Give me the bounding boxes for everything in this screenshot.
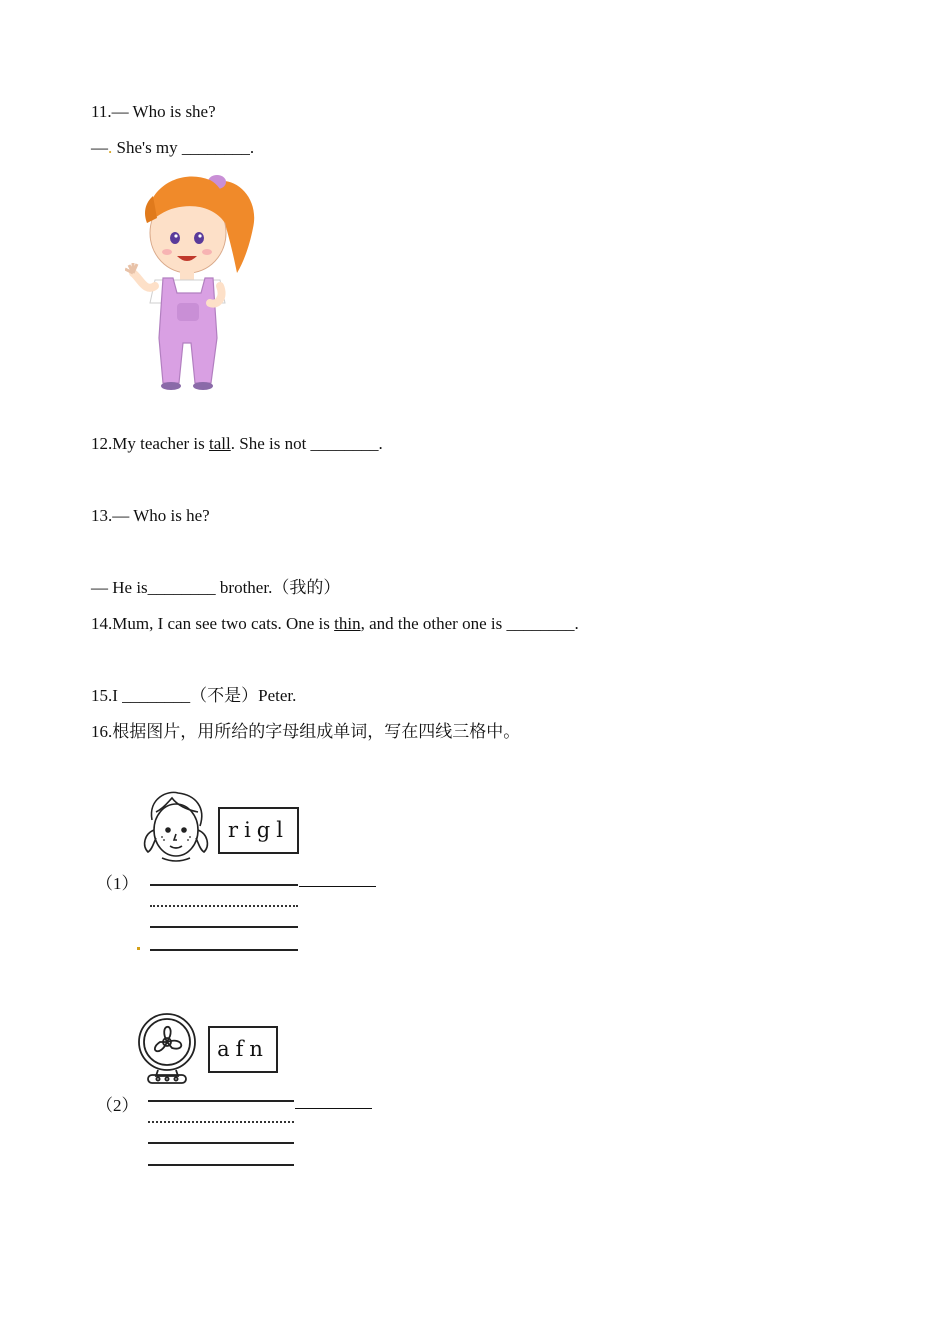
fan-icon [136,1012,200,1084]
writing-dotted-line [148,1121,294,1123]
letters-box-2: afn [208,1026,278,1073]
underlined-word: thin [334,614,361,633]
dash: — [91,138,108,157]
writing-line [148,1164,294,1166]
writing-line [150,926,298,928]
answer-blank [299,886,376,887]
letters-box-1: rigl [218,807,299,854]
question-15: 15.I ________（不是）Peter. [91,686,297,705]
writing-line [148,1100,294,1102]
question-11: 11.— Who is she? [91,102,216,121]
question-12 [91,433,383,455]
q12-prefix: 12.My teacher is [91,434,210,453]
item-number-1: （1） [96,874,139,893]
question-13: 13.— Who is he? [91,506,210,525]
question-14 [91,613,579,635]
girl-face-icon [138,790,214,866]
dot-mark [137,947,140,950]
underlined-word: tall [209,434,231,453]
q14-suffix: , and the other one is ________. [360,614,579,633]
question-13-answer: — He is________ brother.（我的） [91,578,341,597]
writing-line [150,884,298,886]
girl-illustration [125,168,260,393]
answer-text: She's my ________. [112,138,255,157]
question-11-answer [91,137,254,159]
writing-line [148,1142,294,1144]
q12-suffix: . She is not ________. [230,434,383,453]
q14-prefix: 14.Mum, I can see two cats. One is [91,614,335,633]
writing-line [150,949,298,951]
answer-blank [295,1108,372,1109]
question-16-instruction: 16.根据图片，用所给的字母组成单词，写在四线三格中。 [91,722,521,741]
dot-mark: . [108,138,113,157]
writing-dotted-line [150,905,298,907]
item-number-2: （2） [96,1096,139,1115]
